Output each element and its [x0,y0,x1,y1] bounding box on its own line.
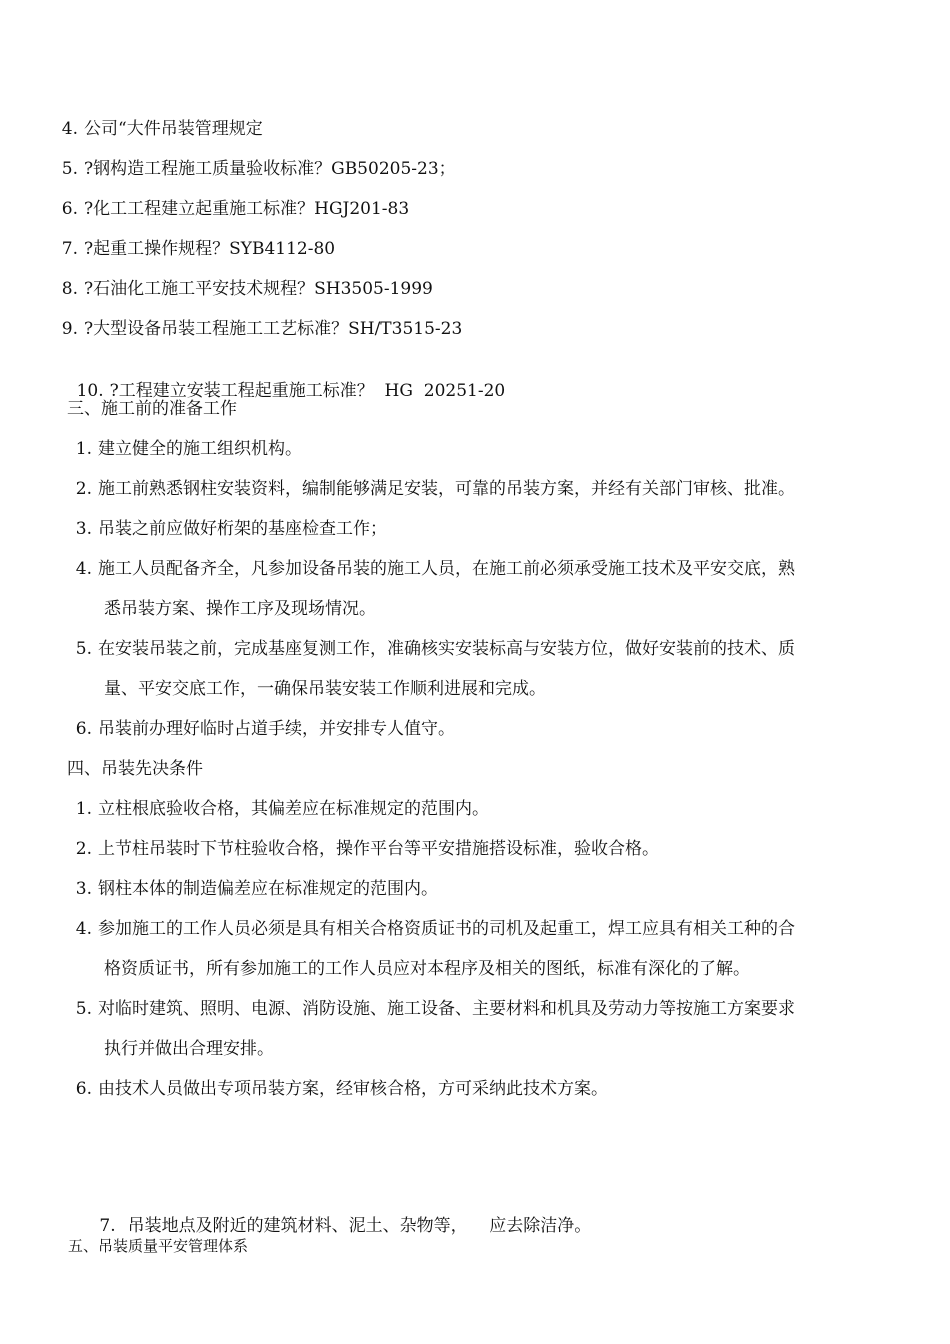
list-text: 对临时建筑、照明、电源、消防设施、施工设备、主要材料和机具及劳动力等按施工方案要求 [98,999,795,1019]
list-text-continuation: 格资质证书，所有参加施工的工作人员应对本程序及相关的图纸，标准有深化的了解。 [104,959,750,979]
section-heading: 四、吊装先决条件 [67,759,203,779]
ref-text: ?工程建立安装工程起重施工标准？ HG 20251-20 [109,381,506,401]
ref-number: 8. [61,279,78,299]
list-text: 由技术人员做出专项吊装方案，经审核合格，方可采纳此技术方案。 [98,1079,608,1099]
list-text-continuation: 量、平安交底工作，一确保吊装安装工作顺利进展和完成。 [104,679,546,699]
list-number: 4. [75,919,92,939]
ref-text: ?钢构造工程施工质量验收标准？GB50205-23； [84,159,456,179]
list-number: 6. [75,719,92,739]
list-number: 6. [75,1079,92,1099]
ref-text: 公司“大件吊装管理规定 [84,119,263,139]
list-text: 上节柱吊装时下节柱验收合格，操作平台等平安措施搭设标准，验收合格。 [98,839,659,859]
list-text: 钢柱本体的制造偏差应在标准规定的范围内。 [98,879,438,899]
ref-item [50,238,335,260]
ref-number: 10. [76,381,104,401]
section-heading: 三、施工前的准备工作 [67,399,237,419]
ref-number: 7. [61,239,78,259]
list-text: 吊装地点及附近的建筑材料、泥土、杂物等， 应去除洁净。 [127,1216,592,1236]
ref-number: 5. [61,159,78,179]
list-number: 5. [75,639,92,659]
list-item [66,438,302,460]
list-number: 7. [99,1216,116,1236]
ref-text: ?起重工操作规程？SYB4112-80 [84,239,336,259]
list-number: 3. [75,879,92,899]
list-item [66,518,387,540]
list-item [66,1078,608,1100]
list-number: 1. [75,799,92,819]
list-item [66,918,795,940]
ref-item [50,318,462,340]
list-item [66,718,455,740]
list-text: 施工人员配备齐全，凡参加设备吊装的施工人员，在施工前必须承受施工技术及平安交底，熟 [98,559,795,579]
list-item [66,638,795,660]
ref-text: ?大型设备吊装工程施工工艺标准？SH/T3515-23 [84,319,463,339]
list-number: 1. [75,439,92,459]
ref-text: ?石油化工施工平安技术规程？SH3505-1999 [84,279,433,299]
ref-number: 6. [61,199,78,219]
list-item [66,478,795,500]
ref-item [50,198,409,220]
list-text-continuation: 悉吊装方案、操作工序及现场情况。 [104,599,376,619]
list-text: 施工前熟悉钢柱安装资料，编制能够满足安装，可靠的吊装方案，并经有关部门审核、批准。 [98,479,795,499]
list-item [66,878,438,900]
ref-number: 4. [61,119,78,139]
list-text: 吊装之前应做好桁架的基座检查工作； [98,519,387,539]
ref-item [50,278,433,300]
ref-item [50,158,456,180]
list-text-continuation: 执行并做出合理安排。 [104,1039,274,1059]
list-text: 参加施工的工作人员必须是具有相关合格资质证书的司机及起重工，焊工应具有相关工种的合 [98,919,795,939]
list-item [66,798,489,820]
list-item [66,838,659,860]
list-number: 2. [75,839,92,859]
list-text: 立柱根底验收合格，其偏差应在标准规定的范围内。 [98,799,489,819]
ref-item [50,118,263,140]
list-number: 4. [75,559,92,579]
list-number: 5. [75,999,92,1019]
list-text: 建立健全的施工组织机构。 [98,439,302,459]
list-number: 2. [75,479,92,499]
list-number: 3. [75,519,92,539]
section-heading: 五、吊装质量平安管理体系 [68,1237,249,1255]
list-item [66,558,795,580]
list-text: 吊装前办理好临时占道手续，并安排专人值守。 [98,719,455,739]
list-item [66,998,795,1020]
list-text: 在安装吊装之前，完成基座复测工作，准确核实安装标高与安装方位，做好安装前的技术、质 [98,639,795,659]
ref-number: 9. [61,319,78,339]
ref-text: ?化工工程建立起重施工标准？HGJ201-83 [84,199,410,219]
